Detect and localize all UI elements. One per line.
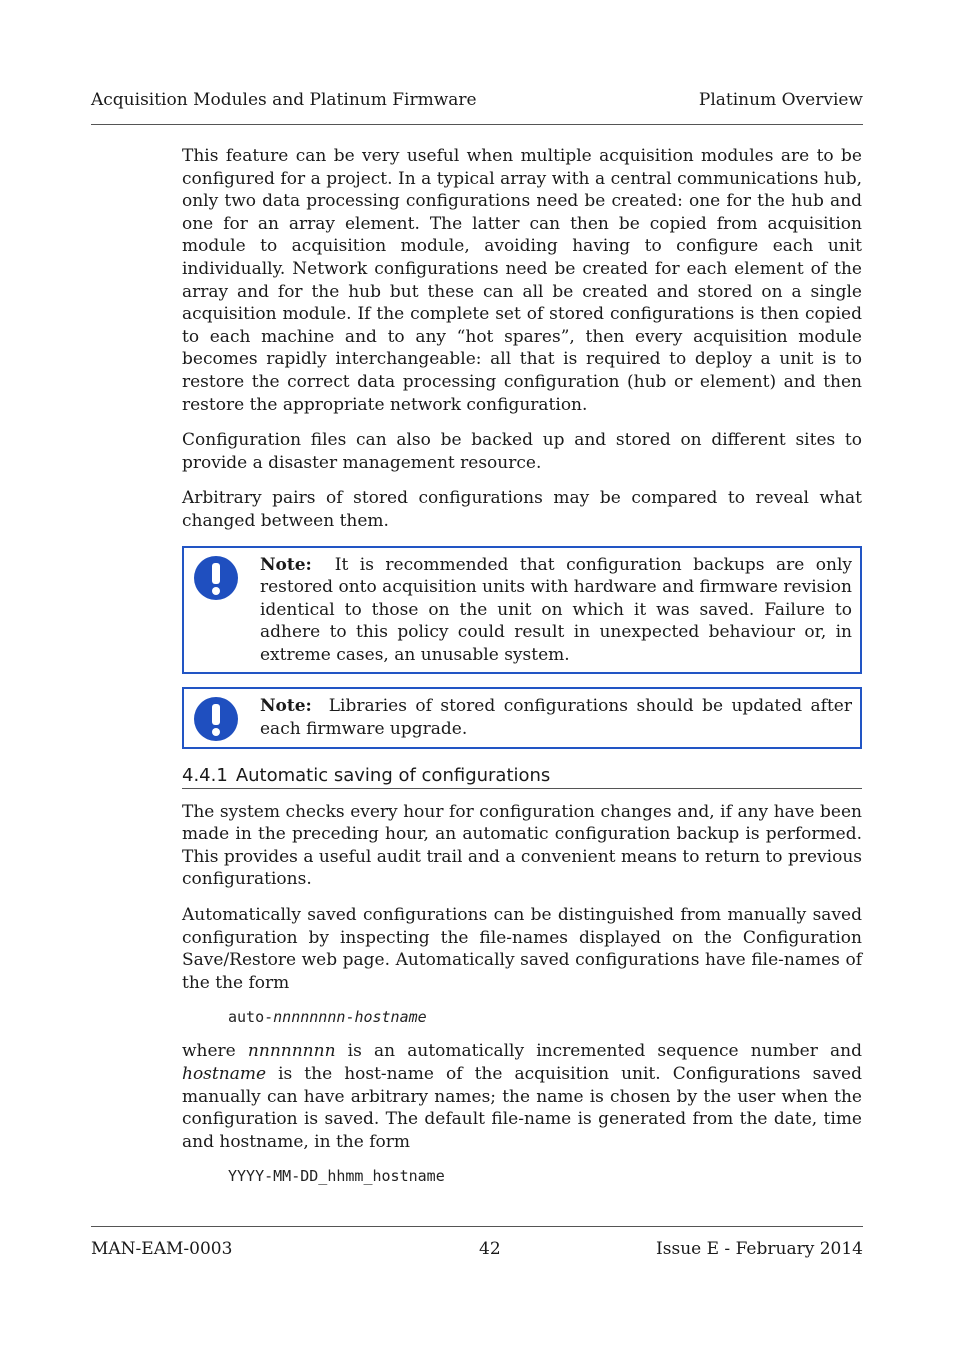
doc-id: MAN-EAM-0003 (91, 1239, 233, 1259)
note-label: Note: (260, 554, 312, 575)
paragraph: where nnnnnnnn is an automatically incremented sequence number and hostname is the host-name of the acquisition unit. Configurations saved manually can have arbitrary names; the name is chosen by the user when the configuration is saved. The default file-name is generated from the date, time and hostname, in the form (182, 1041, 862, 1152)
note-label: Note: (260, 696, 312, 717)
header-left: Acquisition Modules and Platinum Firmware (91, 90, 477, 110)
note-box (182, 687, 862, 748)
paragraph: Configuration files can also be backed up and stored on different sites to provide a disaster management resource. (182, 430, 862, 473)
paragraph: Arbitrary pairs of stored configurations may be compared to reveal what changed between them. (182, 488, 862, 531)
note-text (260, 554, 852, 667)
section-number: 4.4.1 (182, 764, 228, 786)
note-text (260, 695, 852, 740)
section-title: Automatic saving of configurations (235, 764, 551, 786)
exclamation-icon (194, 697, 238, 741)
paragraph: This feature can be very useful when multiple acquisition modules are to be configured for a project. In a typical array with a central communications hub, only two data processing configurations need be created: one for the hub and one for an array element. The latter can then be copied from acquisition module to acquisition module, avoiding having to configure each unit individually. Network configurations need be created for each element of the array and for the hub but these can all be created and stored on a single acquisition module. If the complete set of stored configurations is then copied to each machine and to any “hot spares”, then every acquisition module becomes rapidly interchangeable: all that is required to deploy a unit is to restore the correct data processing configuration (hub or element) and then restore the appropriate network configuration. (182, 146, 862, 415)
code-sample-default: YYYY-MM-DD_hhmm_hostname (228, 1167, 445, 1186)
exclamation-icon (194, 556, 238, 600)
paragraph: The system checks every hour for configuration changes and, if any have been made in the preceding hour, an automatic configuration backup is performed. This provides a useful audit trail and a convenient means to return to previous configurations. (182, 801, 862, 890)
issue-date: Issue E - February 2014 (656, 1239, 863, 1259)
page-number: 42 (479, 1239, 501, 1259)
note-body: Libraries of stored configurations should be updated after each firmware upgrade. (260, 696, 852, 740)
header-right: Platinum Overview (698, 90, 863, 110)
code-sample-auto: auto-nnnnnnnn-hostname (228, 1008, 427, 1027)
page-content (182, 145, 862, 1199)
note-body: It is recommended that configuration backups are only restored onto acquisition units with hardware and firmware revision identical to those on the unit on which it was saved. Failure to adhere to this policy could result in unexpected behaviour or, in extreme cases, an unusable system. (260, 554, 852, 665)
note-box (182, 546, 862, 675)
page-footer (91, 1226, 863, 1259)
page-header (91, 90, 863, 125)
paragraph: Automatically saved configurations can be distinguished from manually saved configuration by inspecting the file-names displayed on the Configuration Save/Restore web page. Automatically saved configurations have file-names of the the form (182, 905, 862, 993)
section-heading (182, 765, 862, 789)
